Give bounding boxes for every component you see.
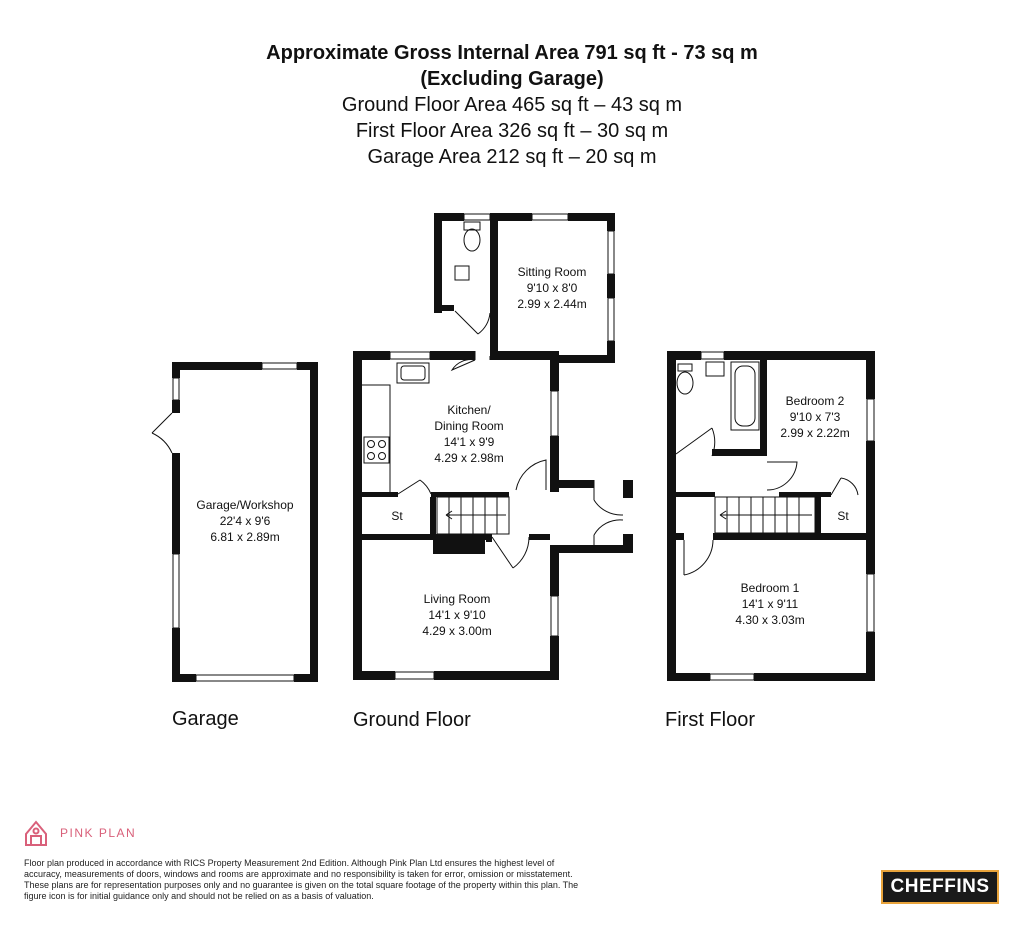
kitchen-imperial: 14'1 x 9'9 [443,435,495,449]
bedroom2-name: Bedroom 2 [785,394,845,408]
kitchen-name-1: Kitchen/ [447,403,491,417]
title-line-2: (Excluding Garage) [420,68,604,90]
house-logo-icon [26,822,46,845]
cheffins-logo: CHEFFINS [881,870,999,904]
kitchen-name-2: Dining Room [434,419,504,433]
garage-room-name: Garage/Workshop [196,498,294,512]
sitting-room-name: Sitting Room [517,265,587,279]
garage-area: Garage Area 212 sq ft – 20 sq m [367,146,657,168]
bedroom1-metric: 4.30 x 3.03m [735,613,805,627]
bedroom1-name: Bedroom 1 [740,581,800,595]
garage-room-metric: 6.81 x 2.89m [210,530,280,544]
bedroom2-metric: 2.99 x 2.22m [780,426,850,440]
disclaimer-text: Floor plan produced in accordance with RICS Property Measurement 2nd Edition. Although Pink Plan Ltd ensures the highest level of accuracy, measurements of doors, windows and rooms are approximate and no responsibility is taken for error, omission or misstatement. These plans are for representation purposes only and no guarantee is given on the total square footage of the property within this plan. The figure icon is for initial guidance only and should not be relied on as a basis of valuation. [24,858,579,901]
garage-floor-label: Garage [172,708,239,730]
store-label-ground: St [391,509,403,523]
living-room-imperial: 14'1 x 9'10 [428,608,486,622]
stairs [437,497,815,534]
living-room-metric: 4.29 x 3.00m [422,624,492,638]
sitting-room-imperial: 9'10 x 8'0 [526,281,578,295]
bedroom2-imperial: 9'10 x 7'3 [789,410,841,424]
store-label-first: St [837,509,849,523]
kitchen-metric: 4.29 x 2.98m [434,451,504,465]
bedroom1-imperial: 14'1 x 9'11 [741,597,799,611]
first-floor-area: First Floor Area 326 sq ft – 30 sq m [355,120,669,142]
pink-plan-brand: PINK PLAN [60,826,137,840]
title-line-1: Approximate Gross Internal Area 791 sq ft - 73 sq m [266,42,758,64]
ground-floor-area: Ground Floor Area 465 sq ft – 43 sq m [341,94,683,116]
ground-floor-label: Ground Floor [353,709,471,731]
living-room-name: Living Room [423,592,491,606]
first-floor-label: First Floor [665,709,755,731]
sitting-room-metric: 2.99 x 2.44m [517,297,587,311]
garage-room-imperial: 22'4 x 9'6 [219,514,271,528]
